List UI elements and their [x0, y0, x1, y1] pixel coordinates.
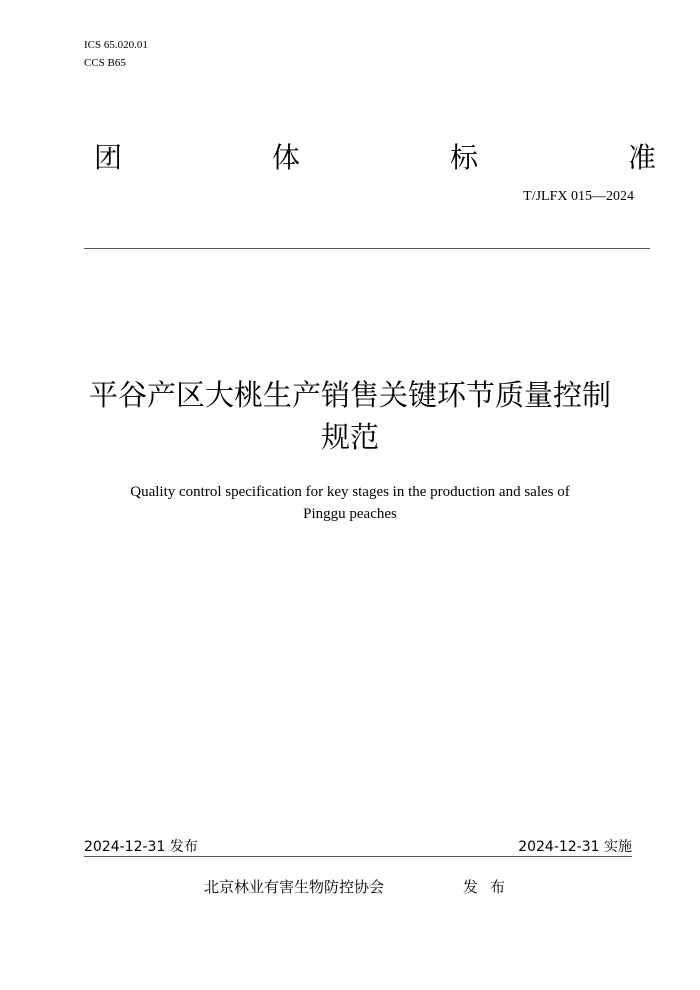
standard-type-char: 体	[271, 141, 300, 174]
chinese-title	[40, 374, 660, 458]
english-title-line: Quality control specification for key stages in the production and sales of	[130, 484, 570, 500]
english-title	[60, 481, 640, 525]
date-row	[84, 838, 632, 856]
implement-date: 2024-12-31 实施	[518, 839, 632, 855]
ics-code: ICS 65.020.01	[84, 39, 148, 51]
classification-codes	[84, 36, 148, 72]
publish-date: 2024-12-31 发布	[84, 839, 198, 855]
standard-number: T/JLFX 015—2024	[523, 189, 634, 204]
standard-type-char: 标	[449, 141, 478, 174]
standard-type-char: 准	[627, 141, 656, 174]
standard-type-char: 团	[94, 141, 123, 174]
issuing-organization: 北京林业有害生物防控协会	[204, 878, 385, 896]
ccs-code: CCS B65	[84, 57, 126, 69]
issue-label: 发布	[463, 878, 518, 896]
chinese-title-line: 平谷产区大桃生产销售关键环节质量控制	[88, 378, 611, 412]
header-divider	[84, 248, 650, 249]
chinese-title-line: 规范	[320, 420, 379, 454]
standard-type-heading	[94, 136, 656, 176]
english-title-line: Pinggu peaches	[303, 506, 397, 522]
footer-divider	[84, 856, 632, 857]
